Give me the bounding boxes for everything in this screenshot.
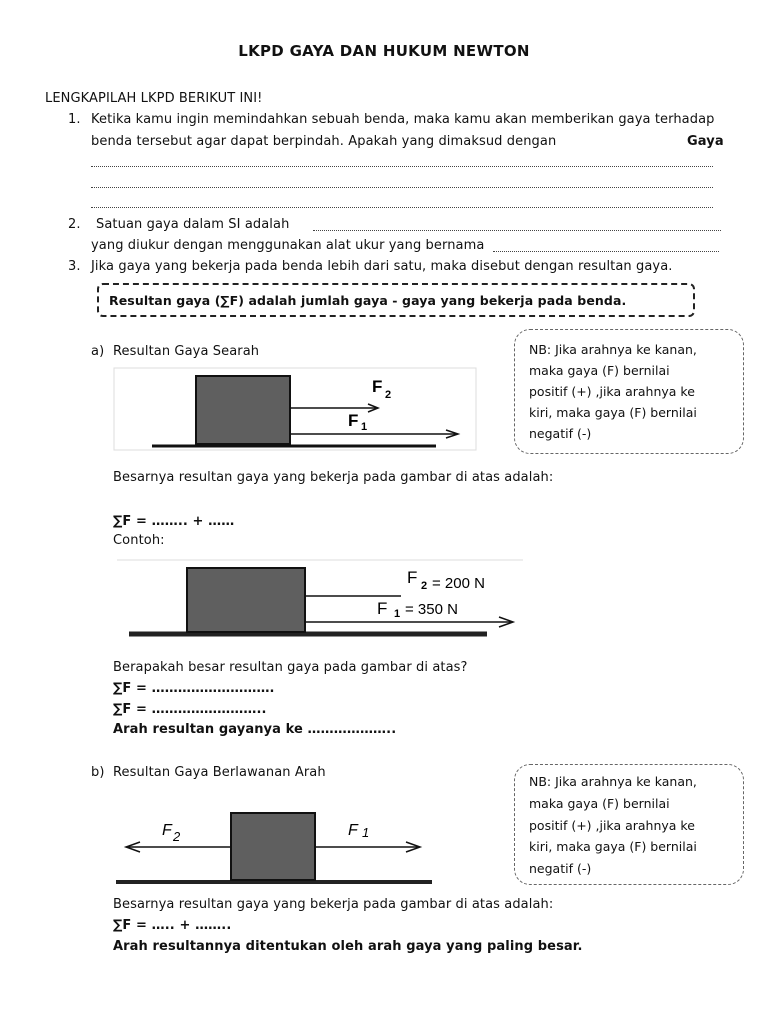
page-title: LKPD GAYA DAN HUKUM NEWTON xyxy=(238,42,530,60)
section-a-heading: Resultan Gaya Searah xyxy=(113,344,260,359)
note-box-b xyxy=(514,764,744,885)
q3-number: 3. xyxy=(68,259,81,274)
section-b-label: b) xyxy=(91,765,105,780)
q3-line1: Jika gaya yang bekerja pada benda lebih dari satu, maka disebut dengan resultan gaya. xyxy=(91,259,673,274)
label-f1: F xyxy=(348,822,358,839)
label-f1-sub: 1 xyxy=(394,608,401,620)
label-f2: F xyxy=(407,568,418,587)
q2-answer-tool[interactable] xyxy=(493,251,719,252)
note-b-line: kiri, maka gaya (F) bernilai xyxy=(529,839,697,854)
label-f2-value: = 200 N xyxy=(432,575,485,592)
label-f2: F xyxy=(372,377,383,396)
section-a-question-2: Berapakah besar resultan gaya pada gambar di atas? xyxy=(113,660,468,675)
section-a-question: Besarnya resultan gaya yang bekerja pada gambar di atas adalah: xyxy=(113,470,554,485)
q2-answer-unit[interactable] xyxy=(313,230,721,231)
section-a-label: a) xyxy=(91,344,105,359)
q1-answer-line-1[interactable] xyxy=(91,166,713,167)
section-b-conclusion: Arah resultannya ditentukan oleh arah gaya yang paling besar. xyxy=(113,939,583,954)
q2-line1: Satuan gaya dalam SI adalah xyxy=(96,217,290,232)
block xyxy=(231,813,315,880)
instruction: LENGKAPILAH LKPD BERIKUT INI! xyxy=(45,91,263,106)
note-a-line: kiri, maka gaya (F) bernilai xyxy=(529,405,697,420)
example-label: Contoh: xyxy=(113,533,165,548)
q1-keyword: Gaya xyxy=(687,134,724,149)
figure-example xyxy=(115,558,525,642)
section-b-formula[interactable]: ∑F = ….. + …….. xyxy=(113,918,232,933)
q2-line2: yang diukur dengan menggunakan alat ukur yang bernama xyxy=(91,238,485,253)
section-b-heading: Resultan Gaya Berlawanan Arah xyxy=(113,765,326,780)
note-box-a xyxy=(514,329,744,454)
label-f2-sub: 2 xyxy=(421,580,428,592)
label-f1-value: = 350 N xyxy=(405,601,458,618)
q1-number: 1. xyxy=(68,112,81,127)
direction-answer[interactable]: Arah resultan gayanya ke ……………….. xyxy=(113,722,397,737)
note-a-line: positif (+) ,jika arahnya ke xyxy=(529,384,695,399)
note-a-line: NB: Jika arahnya ke kanan, xyxy=(529,342,697,357)
label-f2: F xyxy=(162,822,172,839)
answer-line-1[interactable]: ∑F = ………………………. xyxy=(113,681,275,696)
figure-frame xyxy=(114,368,476,450)
label-f1: F xyxy=(377,599,388,618)
q2-number: 2. xyxy=(68,217,81,232)
definition-box xyxy=(97,283,695,317)
block xyxy=(196,376,290,444)
figure-same-direction xyxy=(110,364,480,454)
note-b-line: negatif (-) xyxy=(529,861,592,876)
section-b-question: Besarnya resultan gaya yang bekerja pada gambar di atas adalah: xyxy=(113,897,554,912)
q1-line2: benda tersebut agar dapat berpindah. Apakah yang dimaksud dengan xyxy=(91,134,557,149)
definition-text: Resultan gaya (∑F) adalah jumlah gaya - gaya yang bekerja pada benda. xyxy=(109,293,627,308)
label-f2-sub: 2 xyxy=(173,829,181,844)
q1-line1: Ketika kamu ingin memindahkan sebuah benda, maka kamu akan memberikan gaya terhadap xyxy=(91,112,715,127)
figure-opposite-direction xyxy=(110,806,440,888)
q1-answer-line-2[interactable] xyxy=(91,187,713,188)
note-a-line: negatif (-) xyxy=(529,426,592,441)
note-a-line: maka gaya (F) bernilai xyxy=(529,363,670,378)
label-f1-sub: 1 xyxy=(361,421,368,433)
block xyxy=(187,568,305,632)
note-b-line: maka gaya (F) bernilai xyxy=(529,796,670,811)
note-b-line: NB: Jika arahnya ke kanan, xyxy=(529,774,697,789)
label-f2-sub: 2 xyxy=(385,389,392,401)
answer-line-2[interactable]: ∑F = …………………….. xyxy=(113,702,267,717)
note-b-line: positif (+) ,jika arahnya ke xyxy=(529,818,695,833)
section-a-formula[interactable]: ∑F = …….. + …… xyxy=(113,514,235,529)
label-f1: F xyxy=(348,411,359,430)
q1-answer-line-3[interactable] xyxy=(91,207,713,208)
label-f1-sub: 1 xyxy=(362,825,370,840)
